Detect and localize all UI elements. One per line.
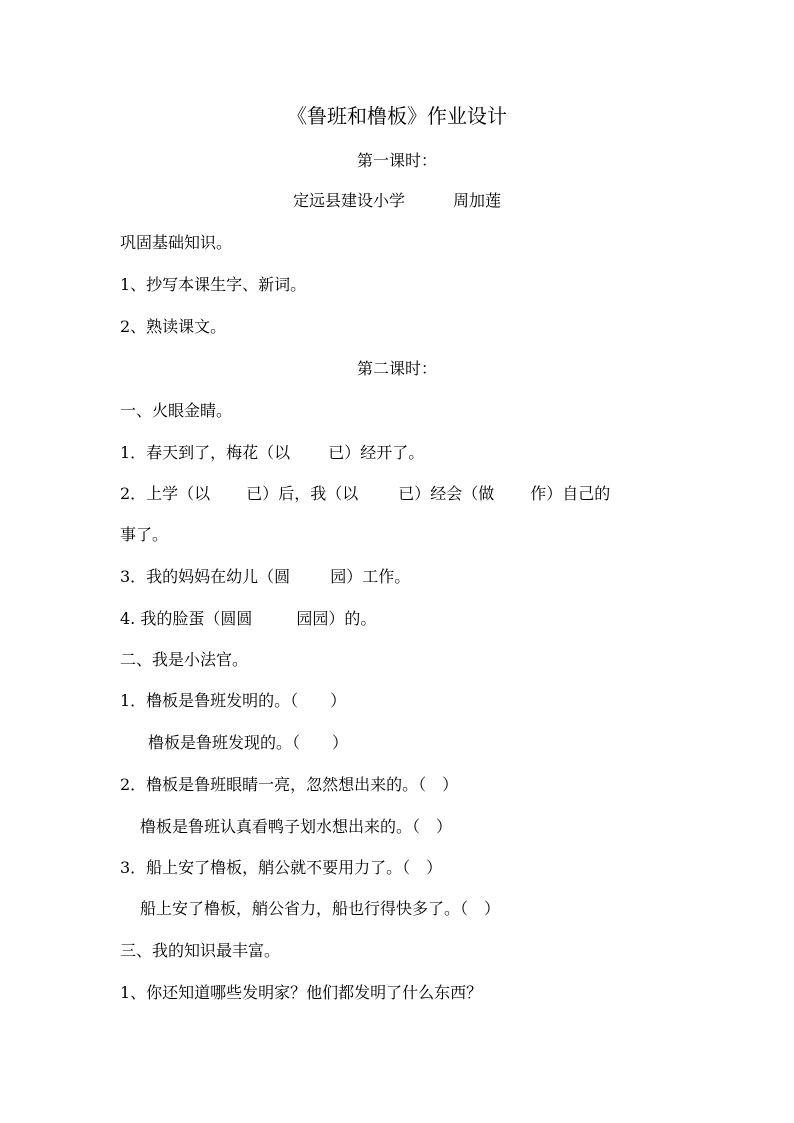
part2-title: 二、我是小法官。	[120, 650, 249, 669]
part2-question-2a: 2．橹板是鲁班眼睛一亮，忽然想出来的。（ ）	[120, 775, 459, 794]
author-line	[0, 191, 794, 211]
part1-question-2	[120, 484, 610, 504]
lesson2-heading: 第二课时：	[356, 359, 437, 378]
part3-question-1: 1、你还知道哪些发明家？他们都发明了什么东西？	[120, 983, 483, 1002]
part1-question-4	[120, 609, 376, 629]
part2-question-3a: 3．船上安了橹板，艄公就不要用力了。（ ）	[120, 858, 443, 877]
lesson1-item-1: 1、抄写本课生字、新词。	[120, 275, 307, 294]
part2-question-1b: 橹板是鲁班发现的。（ ）	[148, 733, 349, 752]
part2-question-1a: 1．橹板是鲁班发明的。（ ）	[120, 691, 347, 710]
lesson1-heading: 第一课时：	[356, 151, 437, 170]
author-school: 定远县建设小学	[292, 191, 405, 210]
q4-text-b: 园园）的。	[296, 609, 377, 628]
part1-question-3	[120, 567, 410, 587]
part3-title: 三、我的知识最丰富。	[120, 941, 281, 960]
q2-text-a: 2．上学（以	[120, 484, 211, 503]
q3-text-b: 园）工作。	[330, 567, 411, 586]
part2-question-3b: 船上安了橹板，艄公省力，船也行得快多了。（ ）	[140, 899, 501, 918]
lesson1-item-2: 2、熟读课文。	[120, 317, 227, 336]
author-name: 周加莲	[453, 191, 502, 210]
section-basic-knowledge: 巩固基础知识。	[120, 233, 233, 252]
q4-text-a: 4. 我的脸蛋（圆圆	[120, 609, 253, 628]
q2-text-d: 作）自己的	[530, 484, 611, 503]
part1-question-1	[120, 443, 424, 463]
part1-question-2-continued: 事了。	[120, 525, 169, 544]
q2-text-b: 已）后，我（以	[246, 484, 359, 503]
document-title: 《鲁班和橹板》作业设计	[287, 104, 507, 128]
q3-text-a: 3．我的妈妈在幼儿（圆	[120, 567, 291, 586]
part1-title: 一、火眼金睛。	[120, 401, 233, 420]
q2-text-c: 已）经会（做	[398, 484, 495, 503]
q1-text-a: 1．春天到了，梅花（以	[120, 443, 291, 462]
q1-text-b: 已）经开了。	[328, 443, 425, 462]
part2-question-2b: 橹板是鲁班认真看鸭子划水想出来的。（ ）	[140, 817, 453, 836]
